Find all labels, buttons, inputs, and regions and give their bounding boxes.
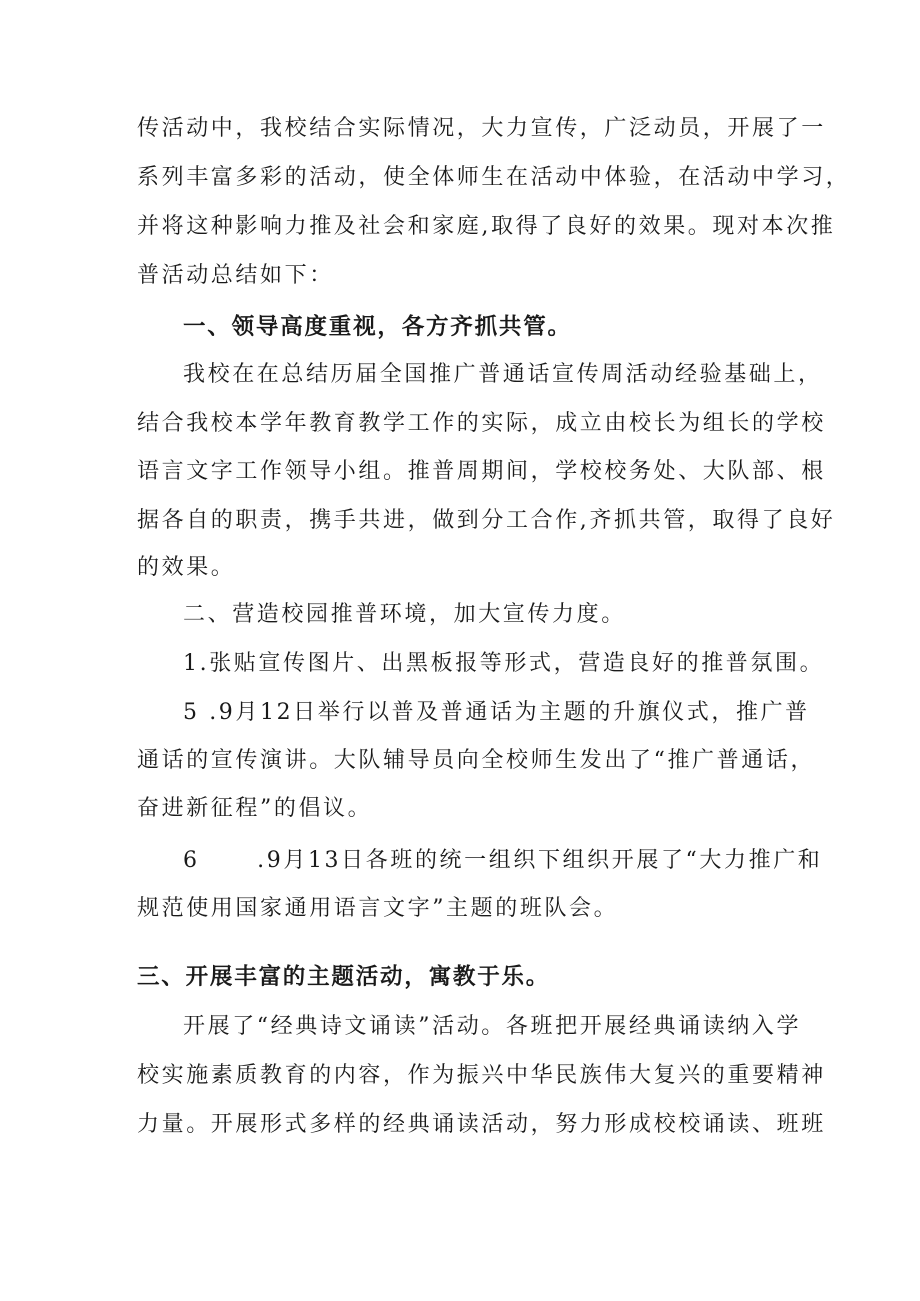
section-2-item-5-line-2: 通话的宣传演讲。大队辅导员向全校师生发出了“推广普通话， [137, 748, 816, 773]
section-3-line-2: 校实施素质教育的内容，作为振兴中华民族伟大复兴的重要精神 [137, 1063, 826, 1088]
section-1-line-2: 结合我校本学年教育教学工作的实际，成立由校长为组长的学校 [137, 411, 826, 436]
section-1-line-1: 我校在在总结历届全国推广普通话宣传周活动经验基础上， [183, 362, 823, 387]
section-2-item-6-line-1: 6 .9月13日各班的统一组织下组织开展了“大力推广和 [183, 848, 823, 873]
section-1-line-3: 语言文字工作领导小组。推普周期间，学校校务处、大队部、根 [137, 459, 826, 484]
section-2-item-5-line-3: 奋进新征程”的倡议。 [137, 796, 373, 821]
intro-line-4: 普活动总结如下： [137, 263, 334, 288]
section-3-line-3: 力量。开展形式多样的经典诵读活动，努力形成校校诵读、班班 [137, 1112, 826, 1137]
section-1-heading: 一、领导高度重视，各方齐抓共管。 [183, 314, 572, 340]
intro-line-3: 并将这种影响力推及社会和家庭,取得了良好的效果。现对本次推 [137, 214, 836, 239]
section-1-line-4: 据各自的职责，携手共进，做到分工合作,齐抓共管，取得了良好 [137, 508, 836, 533]
intro-line-1: 传活动中，我校结合实际情况，大力宣传，广泛动员，开展了一 [137, 116, 826, 141]
section-3-line-1: 开展了“经典诗文诵读”活动。各班把开展经典诵读纳入学 [183, 1014, 802, 1039]
section-2-item-1: 1.张贴宣传图片、出黑板报等形式，营造良好的推普氛围。 [183, 651, 825, 676]
section-2-item-6-line-2: 规范使用国家通用语言文字”主题的班队会。 [137, 896, 619, 921]
section-3-heading: 三、开展丰富的主题活动，寓教于乐。 [137, 964, 551, 990]
intro-line-2: 系列丰富多彩的活动，使全体师生在活动中体验，在活动中学习， [137, 165, 851, 190]
section-1-line-5: 的效果。 [137, 555, 236, 580]
section-2-item-5-line-1: 5 .9月12日举行以普及普通话为主题的升旗仪式，推广普 [183, 700, 810, 725]
section-2-heading: 二、营造校园推普环境，加大宣传力度。 [183, 602, 626, 627]
